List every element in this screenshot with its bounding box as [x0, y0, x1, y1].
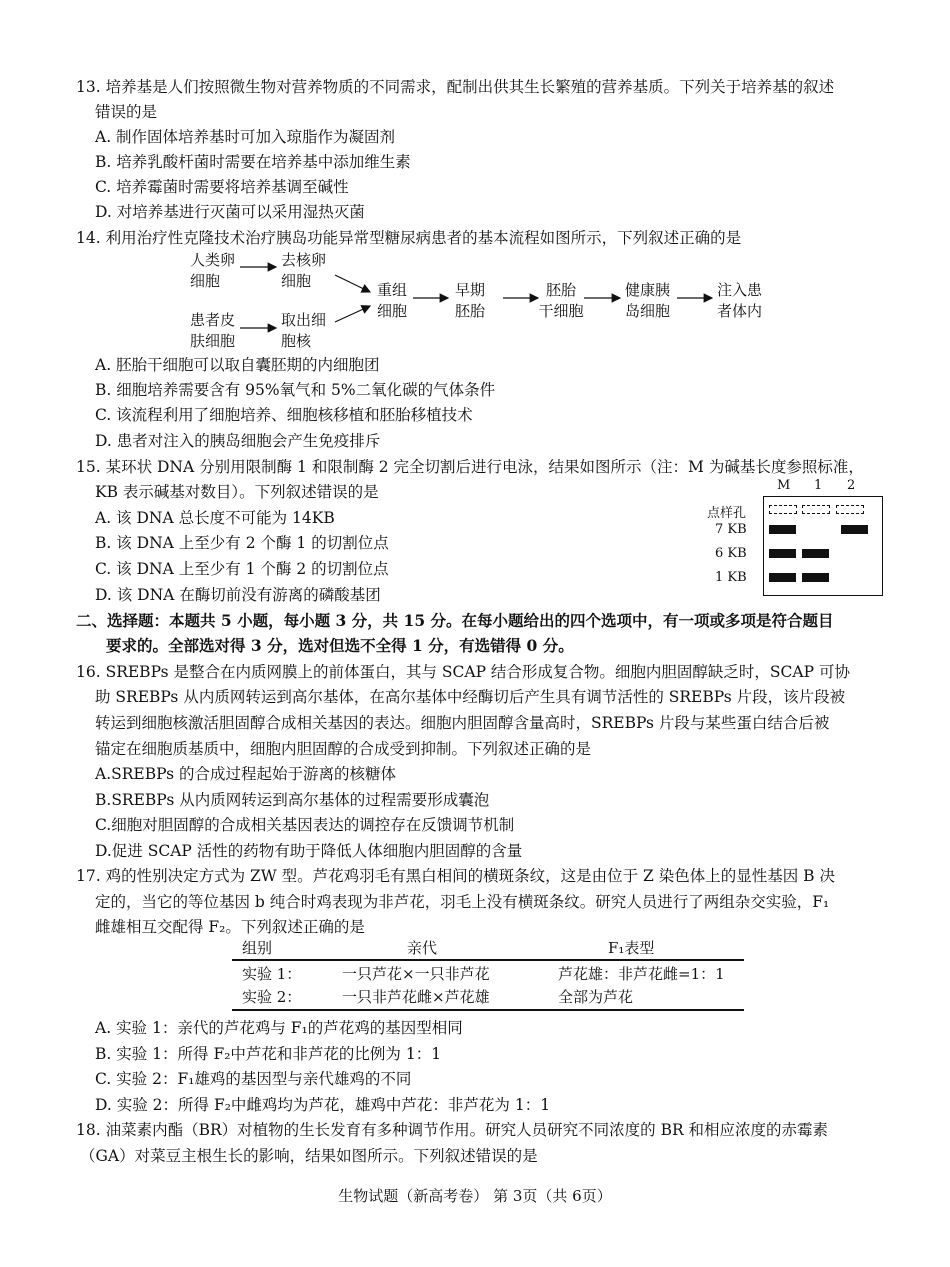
q14-option-c: C. 该流程利用了细胞培养、细胞核移植和胚胎移植技术 — [95, 406, 473, 424]
flow-node-inject-patient: 注入患 者体内 — [717, 281, 763, 320]
gel-band-m-7kb — [769, 525, 796, 534]
arrow-nucleus-to-recombinant — [335, 306, 370, 322]
q16-stem-line1: 16. SREBPs 是整合在内质网膜上的前体蛋白，其与 SCAP 结合形成复合物。细胞内胆固醇缺乏时，SCAP 可协 — [76, 663, 850, 681]
q16-option-c: C.细胞对胆固醇的合成相关基因表达的调控存在反馈调节机制 — [95, 816, 515, 834]
table-header-f1: F₁表型 — [608, 939, 655, 957]
gel-lane-label-1: 1 — [814, 478, 823, 493]
arrow-enucleated-to-recombinant — [335, 275, 370, 292]
q15-option-d: D. 该 DNA 在酶切前没有游离的磷酸基团 — [95, 586, 381, 604]
q13-stem-line1: 13. 培养基是人们按照微生物对营养物质的不同需求，配制出供其生长繁殖的营养基质。下列关于培养基的叙述 — [76, 78, 835, 96]
q15-option-b: B. 该 DNA 上至少有 2 个酶 1 的切割位点 — [95, 534, 389, 552]
q14-stem: 14. 利用治疗性克隆技术治疗胰岛功能异常型糖尿病患者的基本流程如图所示，下列叙述正确的是 — [76, 229, 742, 247]
q15-option-a: A. 该 DNA 总长度不可能为 14KB — [95, 509, 335, 527]
q13-option-d: D. 对培养基进行灭菌可以采用湿热灭菌 — [95, 203, 365, 221]
q17-option-d: D. 实验 2：所得 F₂中雌鸡均为芦花，雄鸡中芦花：非芦花为 1：1 — [95, 1096, 551, 1114]
gel-band-2-7kb — [841, 525, 868, 534]
gel-band-m-6kb — [769, 549, 796, 558]
gel-size-1kb: 1 KB — [715, 570, 747, 585]
flow-node-early-embryo: 早期 胚胎 — [455, 281, 486, 320]
gel-well-m — [769, 505, 797, 514]
table-header-group: 组别 — [242, 939, 273, 957]
q13-option-a: A. 制作固体培养基时可加入琼脂作为凝固剂 — [95, 128, 396, 146]
q16-stem-line4: 锚定在细胞质基质中，细胞内胆固醇的合成受到抑制。下列叙述正确的是 — [95, 740, 592, 758]
q16-stem-line2: 助 SREBPs 从内质网转运到高尔基体，在高尔基体中经酶切后产生具有调节活性的 SREBPs 片段，该片段被 — [95, 688, 846, 706]
gel-well-1 — [802, 505, 830, 514]
table-header-parents: 亲代 — [407, 939, 438, 957]
electrophoresis-gel — [705, 478, 885, 597]
q16-stem-line3: 转运到细胞核激活胆固醇合成相关基因的表达。细胞内胆固醇含量高时，SREBPs 片段与某些蛋白结合后被 — [95, 714, 830, 732]
table-row1-f1: 芦花雄：非芦花雌=1：1 — [558, 965, 725, 983]
flow-node-human-egg: 人类卵 细胞 — [190, 251, 236, 290]
gel-lane-label-m: M — [777, 478, 791, 493]
q17-stem-line1: 17. 鸡的性别决定方式为 ZW 型。芦花鸡羽毛有黑白相间的横斑条纹，这是由位于 Z 染色体上的显性基因 B 决 — [76, 867, 836, 885]
flow-node-embryonic-stem-cell: 胚胎 干细胞 — [538, 281, 584, 320]
table-row2-parents: 一只非芦花雌×芦花雄 — [342, 988, 490, 1006]
table-row1-group: 实验 1： — [242, 965, 302, 983]
table-row2-group: 实验 2： — [242, 988, 302, 1006]
gel-box — [763, 496, 883, 596]
flow-node-enucleated-egg: 去核卵 细胞 — [281, 251, 327, 290]
q15-option-c: C. 该 DNA 上至少有 1 个酶 2 的切割位点 — [95, 560, 389, 578]
flow-node-healthy-islet-cell: 健康胰 岛细胞 — [625, 281, 671, 320]
q13-option-c: C. 培养霉菌时需要将培养基调至碱性 — [95, 178, 349, 196]
gel-size-6kb: 6 KB — [715, 546, 747, 561]
table-row1-parents: 一只芦花×一只非芦花 — [342, 965, 490, 983]
q17-option-b: B. 实验 1：所得 F₂中芦花和非芦花的比例为 1：1 — [95, 1045, 442, 1063]
table-bottom-rule — [232, 1009, 744, 1011]
q14-option-d: D. 患者对注入的胰岛细胞会产生免疫排斥 — [95, 432, 381, 450]
gel-band-m-1kb — [769, 573, 796, 582]
q16-option-d: D.促进 SCAP 活性的药物有助于降低人体细胞内胆固醇的含量 — [95, 842, 523, 860]
flow-arrows — [180, 250, 800, 350]
flow-node-recombinant-cell: 重组 细胞 — [377, 281, 408, 320]
q18-stem-line2: （GA）对菜豆主根生长的影响，结果如图所示。下列叙述错误的是 — [80, 1147, 538, 1165]
q13-stem-line2: 错误的是 — [95, 103, 158, 121]
q13-option-b: B. 培养乳酸杆菌时需要在培养基中添加维生素 — [95, 153, 411, 171]
q15-stem-line2: KB 表示碱基对数目）。下列叙述错误的是 — [95, 483, 379, 501]
gel-size-7kb: 7 KB — [715, 522, 747, 537]
gel-well-label: 点样孔 — [707, 506, 747, 521]
q17-stem-line2: 定的，当它的等位基因 b 纯合时鸡表现为非芦花，羽毛上没有横斑条纹。研究人员进行了两组杂交实验，F₁ — [95, 893, 830, 911]
q16-option-b: B.SREBPs 从内质网转运到高尔基体的过程需要形成囊泡 — [95, 791, 490, 809]
q15-stem-line1: 15. 某环状 DNA 分别用限制酶 1 和限制酶 2 完全切割后进行电泳，结果如图所示（注：M 为碱基长度参照标准， — [76, 458, 864, 476]
q14-option-b: B. 细胞培养需要含有 95%氧气和 5%二氧化碳的气体条件 — [95, 381, 496, 399]
q17-option-a: A. 实验 1：亲代的芦花鸡与 F₁的芦花鸡的基因型相同 — [95, 1019, 463, 1037]
q14-option-a: A. 胚胎干细胞可以取自囊胚期的内细胞团 — [95, 356, 380, 374]
gel-band-1-1kb — [802, 573, 829, 582]
section2-instructions-line2: 要求的。全部选对得 3 分，选对但选不全得 1 分，有选错得 0 分。 — [106, 636, 574, 655]
section2-instructions-line1: 二、选择题：本题共 5 小题，每小题 3 分，共 15 分。在每小题给出的四个选项中，有一项或多项是符合题目 — [76, 611, 834, 630]
page-footer: 生物试题（新高考卷） 第 3页（共 6页） — [338, 1187, 612, 1205]
table-row2-f1: 全部为芦花 — [558, 988, 634, 1006]
q18-stem-line1: 18. 油菜素内酯（BR）对植物的生长发育有多种调节作用。研究人员研究不同浓度的 BR 和相应浓度的赤霉素 — [76, 1121, 829, 1139]
q17-option-c: C. 实验 2：F₁雄鸡的基因型与亲代雄鸡的不同 — [95, 1070, 412, 1088]
cloning-flow-diagram — [180, 250, 800, 350]
q16-option-a: A.SREBPs 的合成过程起始于游离的核糖体 — [95, 765, 397, 783]
flow-node-patient-skin: 患者皮 肤细胞 — [190, 311, 236, 350]
table-top-rule — [232, 959, 744, 961]
gel-well-2 — [836, 505, 864, 514]
flow-node-extract-nucleus: 取出细 胞核 — [281, 311, 327, 350]
q17-stem-line3: 雌雄相互交配得 F₂。下列叙述正确的是 — [95, 918, 365, 936]
gel-lane-label-2: 2 — [847, 478, 856, 493]
gel-band-1-6kb — [802, 549, 829, 558]
